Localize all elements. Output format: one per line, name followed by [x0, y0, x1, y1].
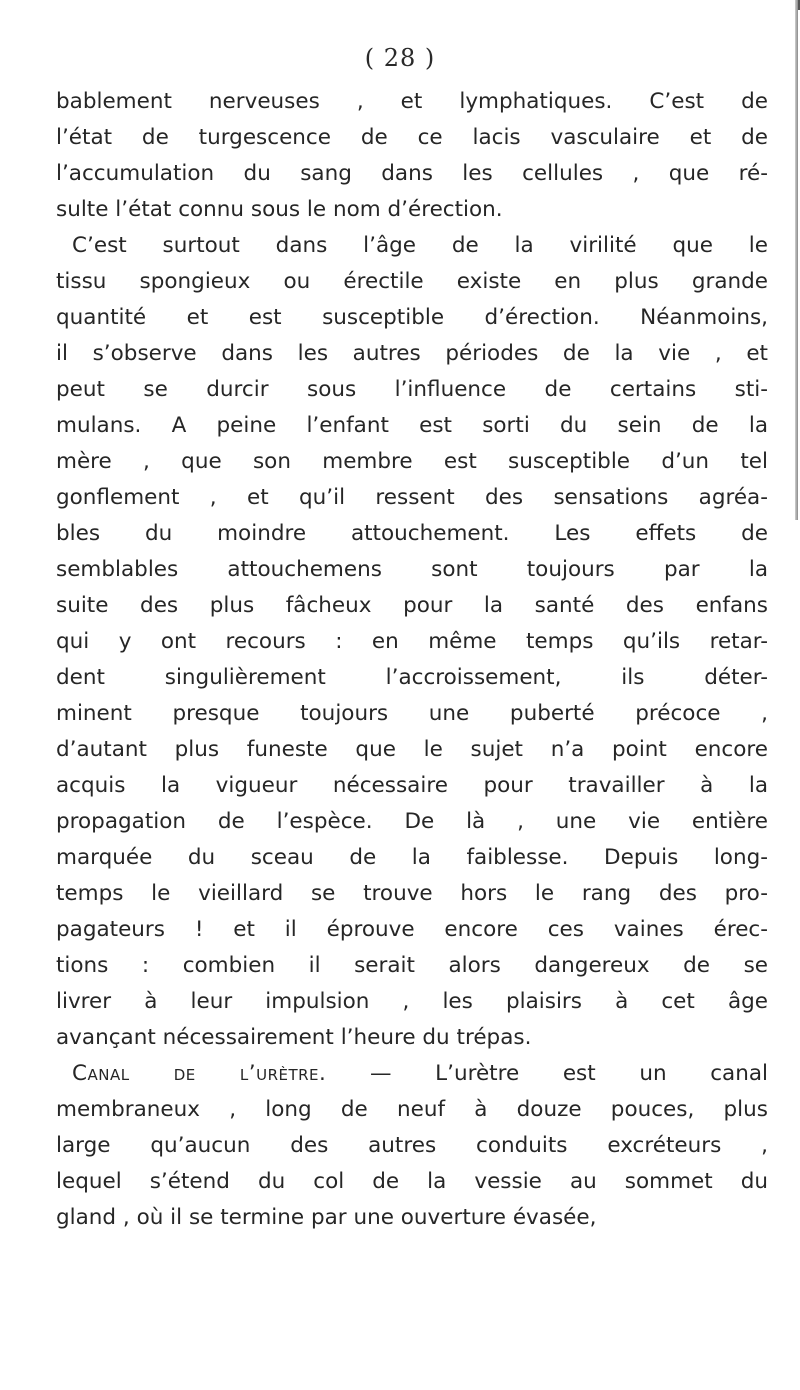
text-line: tissu spongieux ou érectile existe en plus grande: [56, 269, 768, 294]
text-line: l’état de turgescence de ce lacis vasculaire et de: [56, 125, 768, 150]
text-line: il s’observe dans les autres périodes de la vie , et: [56, 341, 768, 366]
section-heading: Canal de l’urètre.: [72, 1061, 327, 1086]
text-line: peut se durcir sous l’influence de certains sti-: [56, 377, 768, 402]
text-line: suite des plus fâcheux pour la santé des enfans: [56, 593, 768, 618]
text-line: avançant nécessairement l’heure du trépas.: [56, 1025, 532, 1050]
text-line: gland , où il se termine par une ouverture évasée,: [56, 1205, 597, 1230]
text-line: sulte l’état connu sous le nom d’érection.: [56, 197, 503, 222]
text-line: large qu’aucun des autres conduits excréteurs ,: [56, 1133, 768, 1158]
text-line: gonflement , et qu’il ressent des sensations agréa-: [56, 485, 768, 510]
text-line: quantité et est susceptible d’érection. Néanmoins,: [56, 305, 768, 330]
body-text: [56, 84, 768, 1236]
text-line: l’accumulation du sang dans les cellules , que ré-: [56, 161, 768, 186]
text-line: dent singulièrement l’accroissement, ils déter-: [56, 665, 768, 690]
text-line: membraneux , long de neuf à douze pouces, plus: [56, 1097, 768, 1122]
page-edge-shadow: [795, 0, 798, 520]
text-line: d’autant plus funeste que le sujet n’a point encore: [56, 737, 768, 762]
text-line: C’est surtout dans l’âge de la virilité que le: [72, 233, 768, 258]
page-number: ( 28 ): [364, 44, 436, 72]
text-line: pagateurs ! et il éprouve encore ces vaines érec-: [56, 917, 768, 942]
text-line: acquis la vigueur nécessaire pour travailler à la: [56, 773, 768, 798]
text-line: temps le vieillard se trouve hors le rang des pro-: [56, 881, 768, 906]
text-line: lequel s’étend du col de la vessie au sommet du: [56, 1169, 768, 1194]
text-line: propagation de l’espèce. De là , une vie entière: [56, 809, 768, 834]
text-line: qui y ont recours : en même temps qu’ils retar-: [56, 629, 768, 654]
text-line: bablement nerveuses , et lymphatiques. C’est de: [56, 89, 768, 114]
text-line: livrer à leur impulsion , les plaisirs à cet âge: [56, 989, 768, 1014]
section-lead-text: — L’urètre est un canal: [326, 1061, 768, 1086]
text-line: mulans. A peine l’enfant est sorti du sein de la: [56, 413, 768, 438]
text-line: mère , que son membre est susceptible d’un tel: [56, 449, 768, 474]
section-heading-line: [56, 1056, 768, 1092]
text-line: bles du moindre attouchement. Les effets de: [56, 521, 768, 546]
text-line: semblables attouchemens sont toujours par la: [56, 557, 768, 582]
text-line: tions : combien il serait alors dangereux de se: [56, 953, 768, 978]
text-line: marquée du sceau de la faiblesse. Depuis long-: [56, 845, 768, 870]
text-line: minent presque toujours une puberté précoce ,: [56, 701, 768, 726]
